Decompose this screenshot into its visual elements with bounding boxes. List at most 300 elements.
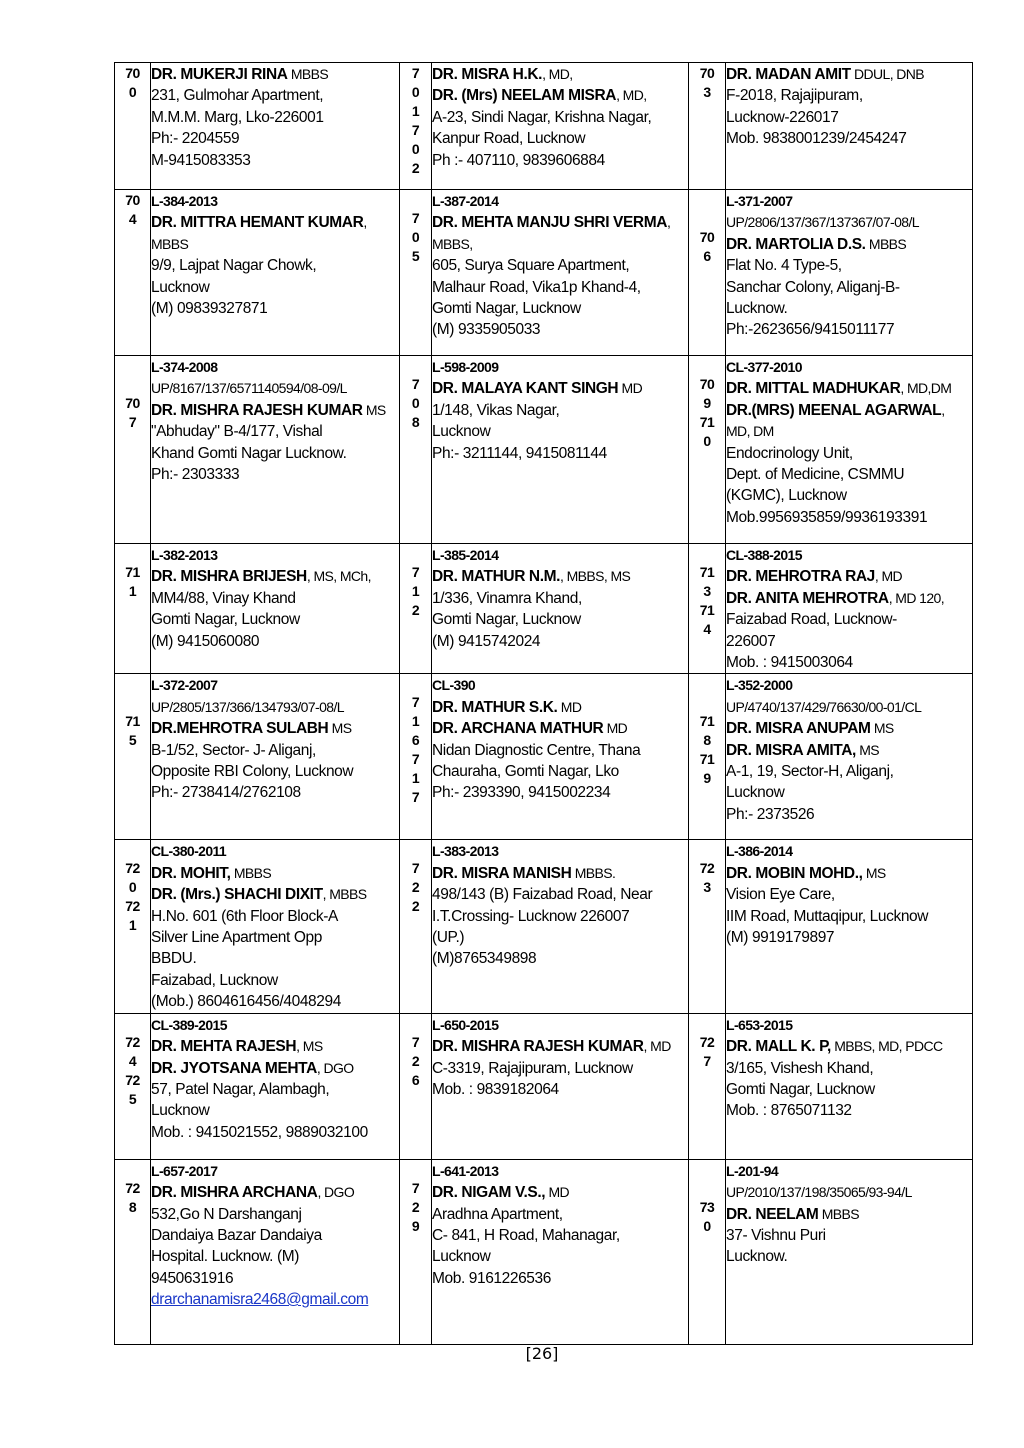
entry-text: Ph:- 3211144, 9415081144 (432, 444, 607, 462)
doctor-entry (151, 63, 400, 190)
entry-text: Faizabad Road, Lucknow- (726, 611, 897, 629)
entry-line (726, 588, 972, 609)
entry-text: Gomti Nagar, Lucknow (432, 611, 581, 629)
entry-line (726, 298, 972, 319)
serial-number: 71 8 71 9 (689, 674, 726, 840)
table-row (115, 1013, 973, 1159)
doctor-entry (726, 1013, 973, 1159)
entry-line (726, 378, 972, 399)
entry-bold-text: DR. MEHROTRA RAJ (726, 568, 875, 586)
entry-line (726, 421, 972, 442)
entry-line (151, 357, 399, 378)
entry-text: , MD 120, (888, 589, 945, 606)
entry-text: MD (618, 380, 643, 397)
entry-text: UP/2805/137/366/134793/07-08/L (151, 698, 344, 715)
entry-bold-text: DR. MISHRA ARCHANA (151, 1184, 318, 1202)
entry-line (726, 863, 972, 884)
table-row (115, 190, 973, 356)
entry-text: Ph :- 407110, 9839606884 (432, 151, 605, 169)
entry-text: Mob. 9161226536 (432, 1269, 551, 1287)
entry-line (151, 1036, 399, 1057)
entry-line (432, 1246, 688, 1267)
entry-line (151, 1182, 399, 1203)
entry-bold-text: DR. MISRA ANUPAM (726, 720, 871, 738)
entry-line (151, 400, 399, 421)
entry-bold-text: DR. MISHRA RAJESH KUMAR (432, 1038, 644, 1056)
table-row (115, 674, 973, 840)
doctor-entry (151, 840, 400, 1013)
entry-line (726, 1182, 972, 1203)
entry-line (726, 85, 972, 106)
serial-number: 7 0 5 (400, 190, 432, 356)
entry-line (151, 1204, 399, 1225)
entry-line (726, 631, 972, 652)
entry-line (726, 609, 972, 630)
entry-line (432, 948, 688, 969)
entry-bold-text: DR. MITTAL MADHUKAR (726, 380, 901, 398)
entry-text: 1/148, Vikas Nagar, (432, 401, 560, 419)
doctor-entry (726, 674, 973, 840)
entry-text: Vision Eye Care, (726, 886, 835, 904)
entry-bold-text: DR. MOHIT, (151, 864, 231, 882)
serial-number: 7 2 6 (400, 1013, 432, 1159)
entry-text: Lucknow (432, 1248, 491, 1266)
entry-text: Endocrinology Unit, (726, 444, 853, 462)
entry-line (151, 255, 399, 276)
entry-line (151, 85, 399, 106)
entry-line (726, 1036, 972, 1057)
entry-line (726, 1161, 972, 1182)
entry-text: 9450631916 (151, 1269, 234, 1287)
entry-line (432, 884, 688, 905)
entry-line (432, 588, 688, 609)
entry-text: Ph:-2623656/9415011177 (726, 321, 895, 339)
serial-number: 7 2 2 (400, 840, 432, 1013)
entry-text: Lucknow (151, 278, 210, 296)
entry-line (726, 740, 972, 761)
entry-text: H.No. 601 (6th Floor Block-A (151, 907, 338, 925)
entry-text: Chauraha, Gomti Nagar, Lko (432, 763, 619, 781)
entry-bold-text: DR. MOBIN MOHD., (726, 864, 863, 882)
entry-line (151, 191, 399, 212)
table-row (115, 63, 973, 190)
entry-line (726, 277, 972, 298)
entry-text: A-23, Sindi Nagar, Krishna Nagar, (432, 108, 652, 126)
entry-text: Mob. : 8765071132 (726, 1102, 852, 1120)
serial-number: 72 8 (115, 1159, 151, 1344)
entry-text: Nidan Diagnostic Centre, Thana (432, 741, 641, 759)
entry-line (151, 863, 399, 884)
entry-text: , DGO (317, 1184, 355, 1201)
entry-line (151, 884, 399, 905)
entry-text: , (941, 401, 945, 418)
entry-text: Opposite RBI Colony, Lucknow (151, 763, 354, 781)
entry-line (726, 1058, 972, 1079)
doctor-entry (432, 840, 689, 1013)
entry-bold-text: DR. MATHUR N.M. (432, 568, 561, 586)
entry-text: MBBS (818, 1205, 860, 1222)
entry-text: (M) 9415060080 (151, 632, 260, 650)
serial-number: 72 4 72 5 (115, 1013, 151, 1159)
entry-line (726, 782, 972, 803)
entry-bold-text: DR. MALAYA KANT SINGH (432, 380, 619, 398)
entry-line (151, 64, 399, 85)
entry-text: M.M.M. Marg, Lko-226001 (151, 108, 324, 126)
entry-line (726, 485, 972, 506)
entry-line (726, 927, 972, 948)
entry-bold-text: CL-390 (432, 677, 476, 694)
entry-text: UP/2806/137/367/137367/07-08/L (726, 214, 919, 231)
entry-line (432, 1079, 688, 1100)
serial-number: 7 2 9 (400, 1159, 432, 1344)
entry-line (151, 1289, 399, 1310)
entry-text: , MD,DM (900, 380, 952, 397)
table-row (115, 1159, 973, 1344)
serial-number: 72 0 72 1 (115, 840, 151, 1013)
entry-bold-text: CL-380-2011 (151, 843, 227, 860)
entry-line (432, 85, 688, 106)
doctor-entry (432, 1159, 689, 1344)
entry-bold-text: CL-389-2015 (151, 1016, 227, 1033)
entry-bold-text: L-641-2013 (432, 1162, 499, 1179)
doctor-entry (151, 1013, 400, 1159)
entry-line (151, 609, 399, 630)
entry-line (432, 1161, 688, 1182)
entry-line (151, 970, 399, 991)
entry-bold-text: L-371-2007 (726, 193, 793, 209)
entry-line (432, 675, 688, 696)
entry-text: , (363, 214, 367, 231)
entry-line (151, 545, 399, 566)
entry-bold-text: DR. ARCHANA MATHUR (432, 720, 604, 738)
entry-line (726, 1079, 972, 1100)
entry-text: , MBBS, MS (560, 568, 631, 585)
entry-line (151, 1268, 399, 1289)
entry-line (432, 443, 688, 464)
entry-text: Aradhna Apartment, (432, 1205, 563, 1223)
entry-text: MD (545, 1184, 570, 1201)
doctor-entry (151, 356, 400, 544)
entry-line (432, 927, 688, 948)
entry-bold-text: DR. MATHUR S.K. (432, 698, 558, 716)
entry-line (726, 443, 972, 464)
entry-bold-text: DR.(MRS) MEENAL AGARWAL (726, 401, 942, 419)
entry-line (151, 927, 399, 948)
entry-line (432, 718, 688, 739)
entry-text: MBBS (151, 235, 189, 252)
entry-line (432, 782, 688, 803)
entry-text: Lucknow (151, 1102, 210, 1120)
entry-text: I.T.Crossing- Lucknow 226007 (432, 907, 630, 925)
entry-line (151, 566, 399, 587)
entry-text: Dept. of Medicine, CSMMU (726, 466, 905, 484)
serial-number: 71 1 (115, 544, 151, 674)
entry-line (151, 1015, 399, 1036)
entry-line (726, 718, 972, 739)
entry-line (726, 255, 972, 276)
entry-text: MBBS, MD, PDCC (830, 1038, 943, 1055)
entry-bold-text: L-201-94 (726, 1162, 779, 1179)
entry-bold-text: L-383-2013 (432, 843, 499, 860)
entry-text: Kanpur Road, Lucknow (432, 130, 586, 148)
entry-text: Hospital. Lucknow. (M) (151, 1248, 299, 1266)
entry-line (151, 1225, 399, 1246)
entry-bold-text: L-657-2017 (151, 1162, 218, 1179)
entry-text: MBBS (287, 66, 329, 82)
serial-number: 71 3 71 4 (689, 544, 726, 674)
entry-line (726, 697, 972, 718)
entry-line (432, 566, 688, 587)
entry-text: Silver Line Apartment Opp (151, 929, 322, 947)
entry-bold-text: L-653-2015 (726, 1016, 793, 1033)
entry-bold-text: DR. MISHRA BRIJESH (151, 568, 307, 586)
entry-line (726, 841, 972, 862)
doctor-entry (151, 190, 400, 356)
entry-text: Mob. : 9415021552, 9889032100 (151, 1123, 368, 1141)
entry-text: 231, Gulmohar Apartment, (151, 87, 324, 105)
entry-text: UP/4740/137/429/76630/00-01/CL (726, 698, 922, 715)
entry-line (726, 400, 972, 421)
entry-line (432, 1015, 688, 1036)
entry-bold-text: DR. MUKERJI RINA (151, 66, 288, 83)
entry-text: , MD, (542, 66, 573, 82)
entry-bold-text: L-382-2013 (151, 547, 218, 563)
entry-text: Gomti Nagar, Lucknow (432, 300, 581, 318)
serial-number: 72 3 (689, 840, 726, 1013)
entry-bold-text: DR. MISHRA RAJESH KUMAR (151, 401, 363, 419)
entry-text: Mob. 9838001239/2454247 (726, 130, 907, 148)
entry-text: 37- Vishnu Puri (726, 1226, 826, 1244)
entry-line (432, 378, 688, 399)
entry-line (726, 545, 972, 566)
entry-text: Khand Gomti Nagar Lucknow. (151, 444, 347, 462)
entry-text: Lucknow. (726, 1248, 788, 1266)
entry-line (432, 319, 688, 340)
entry-text: C-3319, Rajajipuram, Lucknow (432, 1059, 633, 1077)
entry-text: IIM Road, Muttaqipur, Lucknow (726, 907, 929, 925)
entry-bold-text: CL-388-2015 (726, 547, 802, 563)
entry-line (151, 1161, 399, 1182)
email-link[interactable]: drarchanamisra2468@gmail.com (151, 1291, 369, 1309)
entry-line (726, 1225, 972, 1246)
entry-text: , MS (296, 1038, 323, 1055)
entry-line (151, 740, 399, 761)
entry-text: MBBS. (571, 864, 616, 881)
doctor-entry (726, 190, 973, 356)
entry-text: , MD (643, 1038, 671, 1055)
entry-bold-text: L-384-2013 (151, 193, 218, 209)
entry-text: Malhaur Road, Vika1p Khand-4, (432, 278, 641, 296)
entry-text: (KGMC), Lucknow (726, 487, 847, 505)
entry-line (151, 298, 399, 319)
entry-text: , MD (874, 568, 903, 585)
entry-text: , MBBS (322, 886, 367, 903)
entry-text: UP/2010/137/198/35065/93-94/L (726, 1184, 912, 1201)
entry-bold-text: DR. (Mrs) NEELAM MISRA (432, 87, 617, 105)
entry-bold-text: L-385-2014 (432, 547, 499, 563)
entry-text: A-1, 19, Sector-H, Aliganj, (726, 763, 894, 781)
entry-line (151, 948, 399, 969)
entry-line (432, 277, 688, 298)
entry-line (726, 64, 972, 85)
entry-text: Gomti Nagar, Lucknow (151, 611, 300, 629)
entry-text: (UP.) (432, 929, 465, 947)
doctor-entry (432, 356, 689, 544)
entry-line (432, 609, 688, 630)
entry-line (432, 298, 688, 319)
entry-line (151, 697, 399, 718)
entry-bold-text: DR. ANITA MEHROTRA (726, 589, 889, 607)
entry-bold-text: DR. MALL K. P, (726, 1038, 831, 1056)
entry-bold-text: L-386-2014 (726, 843, 793, 860)
entry-text: MBBS (865, 235, 907, 252)
entry-text: M-9415083353 (151, 151, 251, 169)
doctor-entry (726, 63, 973, 190)
entry-line (151, 1122, 399, 1143)
doctor-entry (432, 674, 689, 840)
serial-number: 70 4 (115, 190, 151, 356)
entry-line (432, 255, 688, 276)
entry-line (151, 464, 399, 485)
serial-number: 7 0 8 (400, 356, 432, 544)
entry-text: (M) 9415742024 (432, 632, 541, 650)
doctor-entry (432, 1013, 689, 1159)
doctor-entry (432, 190, 689, 356)
entry-text: UP/8167/137/6571140594/08-09/L (151, 380, 347, 397)
entry-line (151, 107, 399, 128)
entry-text: (M) 09839327871 (151, 300, 268, 318)
entry-line (432, 740, 688, 761)
entry-line (151, 1246, 399, 1267)
entry-text: , MD, (616, 87, 647, 104)
serial-number: 70 6 (689, 190, 726, 356)
serial-number: 7 0 1 7 0 2 (400, 63, 432, 190)
entry-line (726, 319, 972, 340)
entry-text: MS (362, 401, 386, 418)
entry-line (726, 652, 972, 673)
table-row (115, 356, 973, 544)
entry-text: , MS, MCh, (306, 568, 371, 585)
table-row (115, 544, 973, 674)
entry-text: MD (603, 720, 628, 737)
entry-line (151, 212, 399, 233)
entry-line (151, 906, 399, 927)
entry-line (151, 443, 399, 464)
entry-line (432, 212, 688, 233)
entry-bold-text: DR. MISRA AMITA, (726, 741, 856, 759)
entry-text: 1/336, Vinamra Khand, (432, 589, 582, 607)
entry-text: 532,Go N Darshanganj (151, 1205, 302, 1223)
entry-text: Ph:- 2373526 (726, 805, 815, 823)
entry-line (726, 128, 972, 149)
entry-line (151, 718, 399, 739)
entry-bold-text: L-352-2000 (726, 677, 793, 694)
serial-number: 7 1 6 7 1 7 (400, 674, 432, 840)
entry-text: MS (855, 741, 880, 758)
entry-bold-text: DR. JYOTSANA MEHTA (151, 1059, 317, 1077)
entry-text: Lucknow-226017 (726, 108, 839, 126)
entry-line (726, 1204, 972, 1225)
entry-line (726, 191, 972, 212)
entry-line (726, 234, 972, 255)
entry-text: C- 841, H Road, Mahanagar, (432, 1226, 620, 1244)
entry-text: Flat No. 4 Type-5, (726, 257, 842, 275)
entry-line (151, 421, 399, 442)
entry-line (432, 1268, 688, 1289)
entry-bold-text: DR. NIGAM V.S., (432, 1184, 546, 1202)
entry-line (726, 566, 972, 587)
entry-line (726, 464, 972, 485)
doctor-entry (726, 544, 973, 674)
entry-line (726, 804, 972, 825)
entry-text: Lucknow. (726, 300, 788, 318)
entry-line (432, 357, 688, 378)
entry-line (726, 1100, 972, 1121)
entry-line (151, 1100, 399, 1121)
serial-number: 73 0 (689, 1159, 726, 1344)
doctor-entry (151, 674, 400, 840)
entry-line (432, 631, 688, 652)
entry-line (151, 150, 399, 171)
entry-line (432, 1225, 688, 1246)
entry-line (432, 1182, 688, 1203)
entry-bold-text: DR.MEHROTRA SULABH (151, 720, 329, 738)
entry-line (432, 234, 688, 255)
serial-number: 70 9 71 0 (689, 356, 726, 544)
entry-text: MM4/88, Vinay Khand (151, 589, 296, 607)
entry-line (432, 107, 688, 128)
entry-text: Ph:- 2393390, 9415002234 (432, 784, 611, 802)
entry-line (432, 128, 688, 149)
entry-text: 3/165, Vishesh Khand, (726, 1059, 874, 1077)
entry-line (726, 212, 972, 233)
entry-text: MS (870, 720, 894, 737)
serial-number: 7 1 2 (400, 544, 432, 674)
entry-line (151, 1058, 399, 1079)
entry-text: 605, Surya Square Apartment, (432, 257, 630, 275)
entry-text: MS (862, 864, 886, 881)
entry-line (726, 1015, 972, 1036)
entry-line (151, 1079, 399, 1100)
entry-line (151, 761, 399, 782)
entry-line (432, 64, 688, 85)
entry-line (151, 631, 399, 652)
entry-line (432, 863, 688, 884)
entry-text: Ph:- 2303333 (151, 466, 240, 484)
entry-line (726, 761, 972, 782)
entry-bold-text: DR. MISRA MANISH (432, 864, 572, 882)
entry-line (432, 421, 688, 442)
entry-line (432, 761, 688, 782)
entry-text: MBBS, (432, 235, 473, 252)
entry-text: 57, Patel Nagar, Alambagh, (151, 1080, 330, 1098)
entry-line (726, 357, 972, 378)
entry-text: 9/9, Lajpat Nagar Chowk, (151, 257, 317, 275)
entry-text: BBDU. (151, 950, 197, 968)
entry-line (151, 234, 399, 255)
entry-text: MD, DM (726, 423, 774, 440)
entry-line (432, 191, 688, 212)
entry-text: Mob. : 9415003064 (726, 654, 853, 672)
entry-line (726, 906, 972, 927)
serial-number: 70 0 (115, 63, 151, 190)
entry-bold-text: DR. (Mrs.) SHACHI DIXIT (151, 886, 323, 904)
entry-bold-text: DR. MADAN AMIT (726, 66, 851, 83)
entry-text: Mob. : 9839182064 (432, 1080, 559, 1098)
entry-line (726, 107, 972, 128)
doctor-entry (432, 63, 689, 190)
entry-line (151, 588, 399, 609)
